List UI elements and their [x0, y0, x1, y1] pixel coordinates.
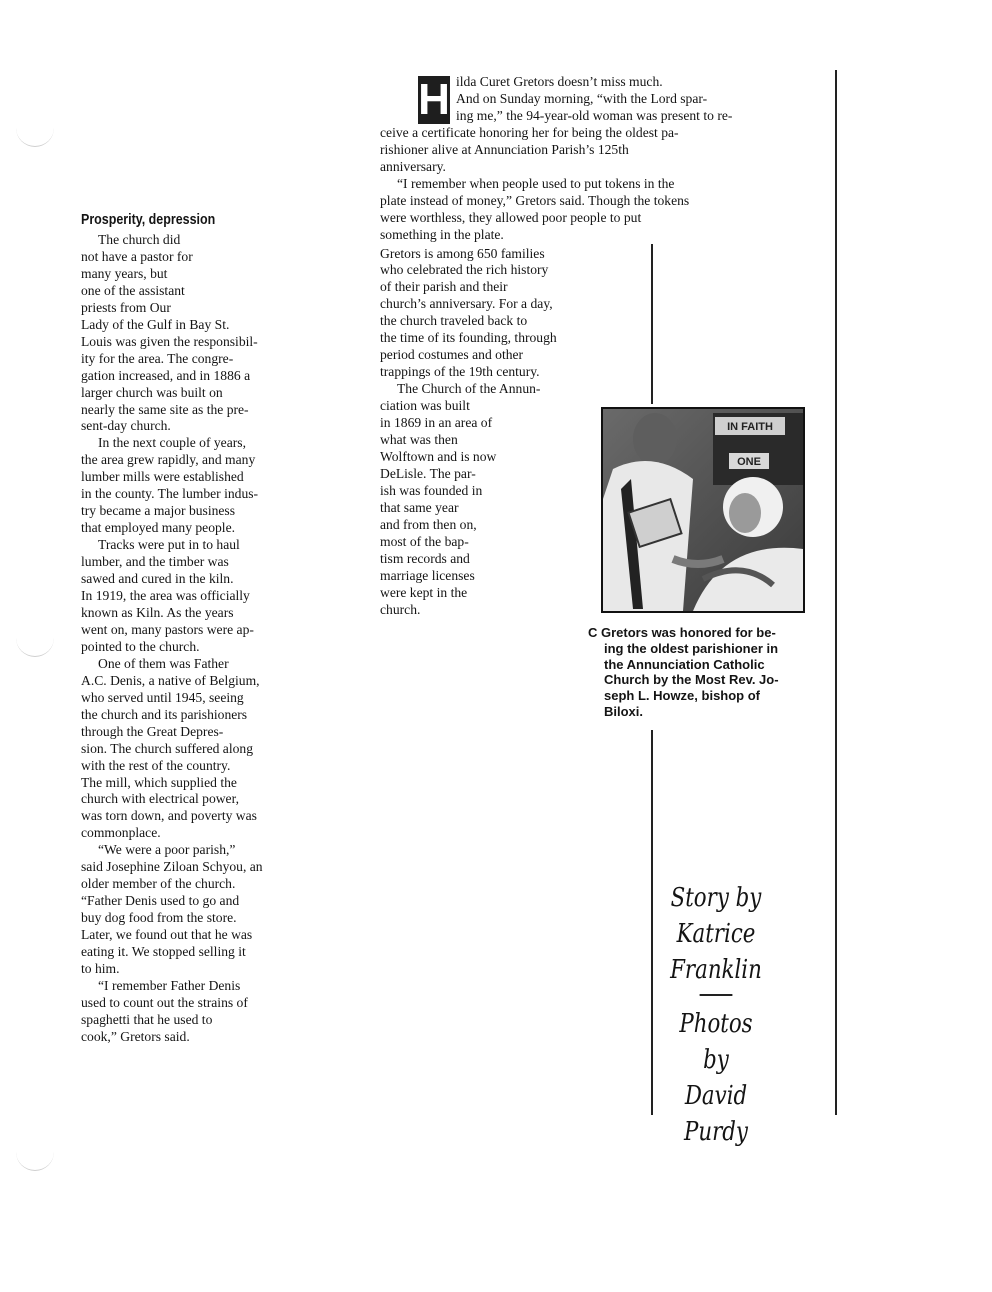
text-line: anniversary. — [380, 158, 446, 174]
text-line: buy dog food from the store. — [81, 910, 237, 926]
paragraph — [81, 842, 303, 978]
text-line: rishioner alive at Annunciation Parish’s 125th — [380, 141, 629, 157]
text-line: try became a major business — [81, 503, 236, 519]
paragraph — [380, 246, 810, 382]
paragraph — [380, 90, 810, 176]
text-line: ciation was built — [380, 398, 470, 414]
author-last-name: Franklin — [670, 955, 762, 985]
text-line: tism records and — [380, 550, 470, 566]
text-line: what was then — [380, 432, 458, 448]
text-line: Later, we found out that he was — [81, 927, 253, 943]
text-line: eating it. We stopped selling it — [81, 944, 246, 960]
text-line: of their parish and their — [380, 279, 508, 295]
paragraph — [380, 176, 810, 244]
binder-hole-bottom — [16, 1142, 54, 1171]
paragraph — [81, 978, 303, 1046]
text-line: lumber mills were established — [81, 469, 244, 485]
text-line: who served until 1945, seeing — [81, 689, 244, 705]
text-line: larger church was built on — [81, 384, 223, 400]
text-line: was torn down, and poverty was — [81, 808, 257, 824]
text-line: trappings of the 19th century. — [380, 364, 540, 380]
text-line: who celebrated the rich history — [380, 262, 549, 278]
photos-label: Photos by — [679, 1008, 753, 1075]
caption-line: C Gretors was honored for be- — [588, 625, 776, 640]
text-line: in the county. The lumber indus- — [81, 486, 259, 502]
caption-line: the Annunciation Catholic — [604, 656, 765, 672]
caption-line: Biloxi. — [604, 703, 644, 719]
banner-text-top: IN FAITH — [727, 421, 773, 433]
text-line: and from then on, — [380, 516, 477, 532]
text-line: And on Sunday morning, “with the Lord spar- — [456, 90, 708, 106]
author-first-name: Katrice — [676, 919, 756, 949]
text-line: In 1919, the area was officially — [81, 588, 250, 604]
text-line: church with electrical power, — [81, 791, 239, 807]
text-line: most of the bap- — [380, 533, 469, 549]
paragraph — [81, 435, 303, 537]
left-column-body — [81, 232, 303, 1046]
text-line: priests from Our — [81, 299, 171, 315]
text-line: The mill, which supplied the — [81, 774, 237, 790]
text-line: many years, but — [81, 265, 168, 281]
text-line: sawed and cured in the kiln. — [81, 571, 234, 587]
text-line: one of the assistant — [81, 282, 185, 298]
binder-hole-top — [16, 118, 54, 147]
text-line: “Father Denis used to go and — [81, 893, 240, 909]
text-line: gation increased, and in 1886 a — [81, 367, 251, 383]
text-line: “I remember Father Denis — [98, 977, 241, 993]
paragraph — [81, 656, 303, 842]
text-line: that same year — [380, 499, 459, 515]
photo-illustration — [603, 409, 803, 611]
text-line: were worthless, they allowed poor people to put — [380, 209, 642, 225]
text-line: sion. The church suffered along — [81, 740, 254, 756]
paragraph — [418, 74, 810, 91]
text-line: through the Great Depres- — [81, 723, 224, 739]
text-line: pointed to the church. — [81, 638, 200, 654]
text-line: One of them was Father — [98, 655, 229, 671]
text-line: older member of the church. — [81, 876, 236, 892]
text-line: with the rest of the country. — [81, 757, 231, 773]
text-line: nearly the same site as the pre- — [81, 401, 249, 417]
section-heading: Prosperity, depression — [81, 212, 216, 228]
news-photo — [601, 407, 805, 613]
caption-line: ing the oldest parishioner in — [604, 640, 779, 656]
text-line: ilda Curet Gretors doesn’t miss much. — [456, 74, 663, 89]
photographer-last-name: Purdy — [684, 1116, 748, 1147]
text-line: The church did — [98, 232, 181, 247]
text-line: Wolftown and is now — [380, 448, 497, 464]
text-line: the church and its parishioners — [81, 706, 248, 722]
text-line: church. — [380, 601, 421, 617]
text-line: “I remember when people used to put tokens in the — [397, 175, 675, 191]
text-line: not have a pastor for — [81, 248, 193, 264]
text-line: Lady of the Gulf in Bay St. — [81, 316, 230, 332]
text-line: Louis was given the responsibil- — [81, 333, 258, 349]
text-line: to him. — [81, 960, 120, 976]
text-line: commonplace. — [81, 825, 161, 841]
text-line: the time of its founding, through — [380, 330, 557, 346]
caption-line: Church by the Most Rev. Jo- — [604, 672, 779, 688]
text-line: went on, many pastors were ap- — [81, 621, 254, 637]
left-column — [81, 212, 303, 1046]
text-line: ceive a certificate honoring her for being the oldest pa- — [380, 124, 679, 140]
text-line: DeLisle. The par- — [380, 465, 476, 481]
text-line: ish was founded in — [380, 482, 483, 498]
text-line: marriage licenses — [380, 567, 475, 583]
text-line: spaghetti that he used to — [81, 1011, 213, 1027]
text-line: sent-day church. — [81, 418, 171, 434]
credits-divider — [700, 994, 733, 996]
text-line: used to count out the strains of — [81, 994, 248, 1010]
text-line: ing me,” the 94-year-old woman was present to re- — [456, 107, 733, 123]
photographer-first-name: David — [684, 1080, 748, 1111]
paragraph — [81, 232, 303, 435]
text-line: Tracks were put in to haul — [98, 537, 240, 553]
column-rule-right — [835, 70, 837, 1115]
paragraph — [81, 537, 303, 656]
drop-cap: H — [418, 75, 450, 124]
text-line: In the next couple of years, — [98, 435, 246, 451]
text-line: church’s anniversary. For a day, — [380, 296, 553, 312]
byline-credits — [667, 880, 765, 1150]
text-line: said Josephine Ziloan Schyou, an — [81, 859, 263, 875]
banner-text-bottom: ONE — [737, 456, 761, 468]
text-line: the area grew rapidly, and many — [81, 452, 256, 468]
column-rule-middle-lower — [651, 730, 653, 1115]
caption-line: seph L. Howze, bishop of — [604, 688, 760, 704]
text-line: known as Kiln. As the years — [81, 604, 234, 620]
text-line: that employed many people. — [81, 520, 236, 536]
story-label: Story by — [670, 883, 762, 913]
text-line: period costumes and other — [380, 347, 524, 363]
text-line: “We were a poor parish,” — [98, 842, 236, 858]
text-line: lumber, and the timber was — [81, 554, 229, 570]
text-line: The Church of the Annun- — [397, 381, 541, 397]
photo-caption — [588, 625, 808, 720]
text-line: plate instead of money,” Gretors said. Though the tokens — [380, 192, 690, 208]
text-line: in 1869 in an area of — [380, 415, 493, 431]
binder-hole-middle — [16, 628, 54, 657]
text-line: cook,” Gretors said. — [81, 1028, 190, 1044]
text-line: the church traveled back to — [380, 313, 528, 329]
text-line: Gretors is among 650 families — [380, 245, 545, 261]
text-line: were kept in the — [380, 584, 468, 600]
text-line: A.C. Denis, a native of Belgium, — [81, 672, 260, 688]
text-line: ity for the area. The congre- — [81, 350, 234, 366]
text-line: something in the plate. — [380, 226, 504, 242]
